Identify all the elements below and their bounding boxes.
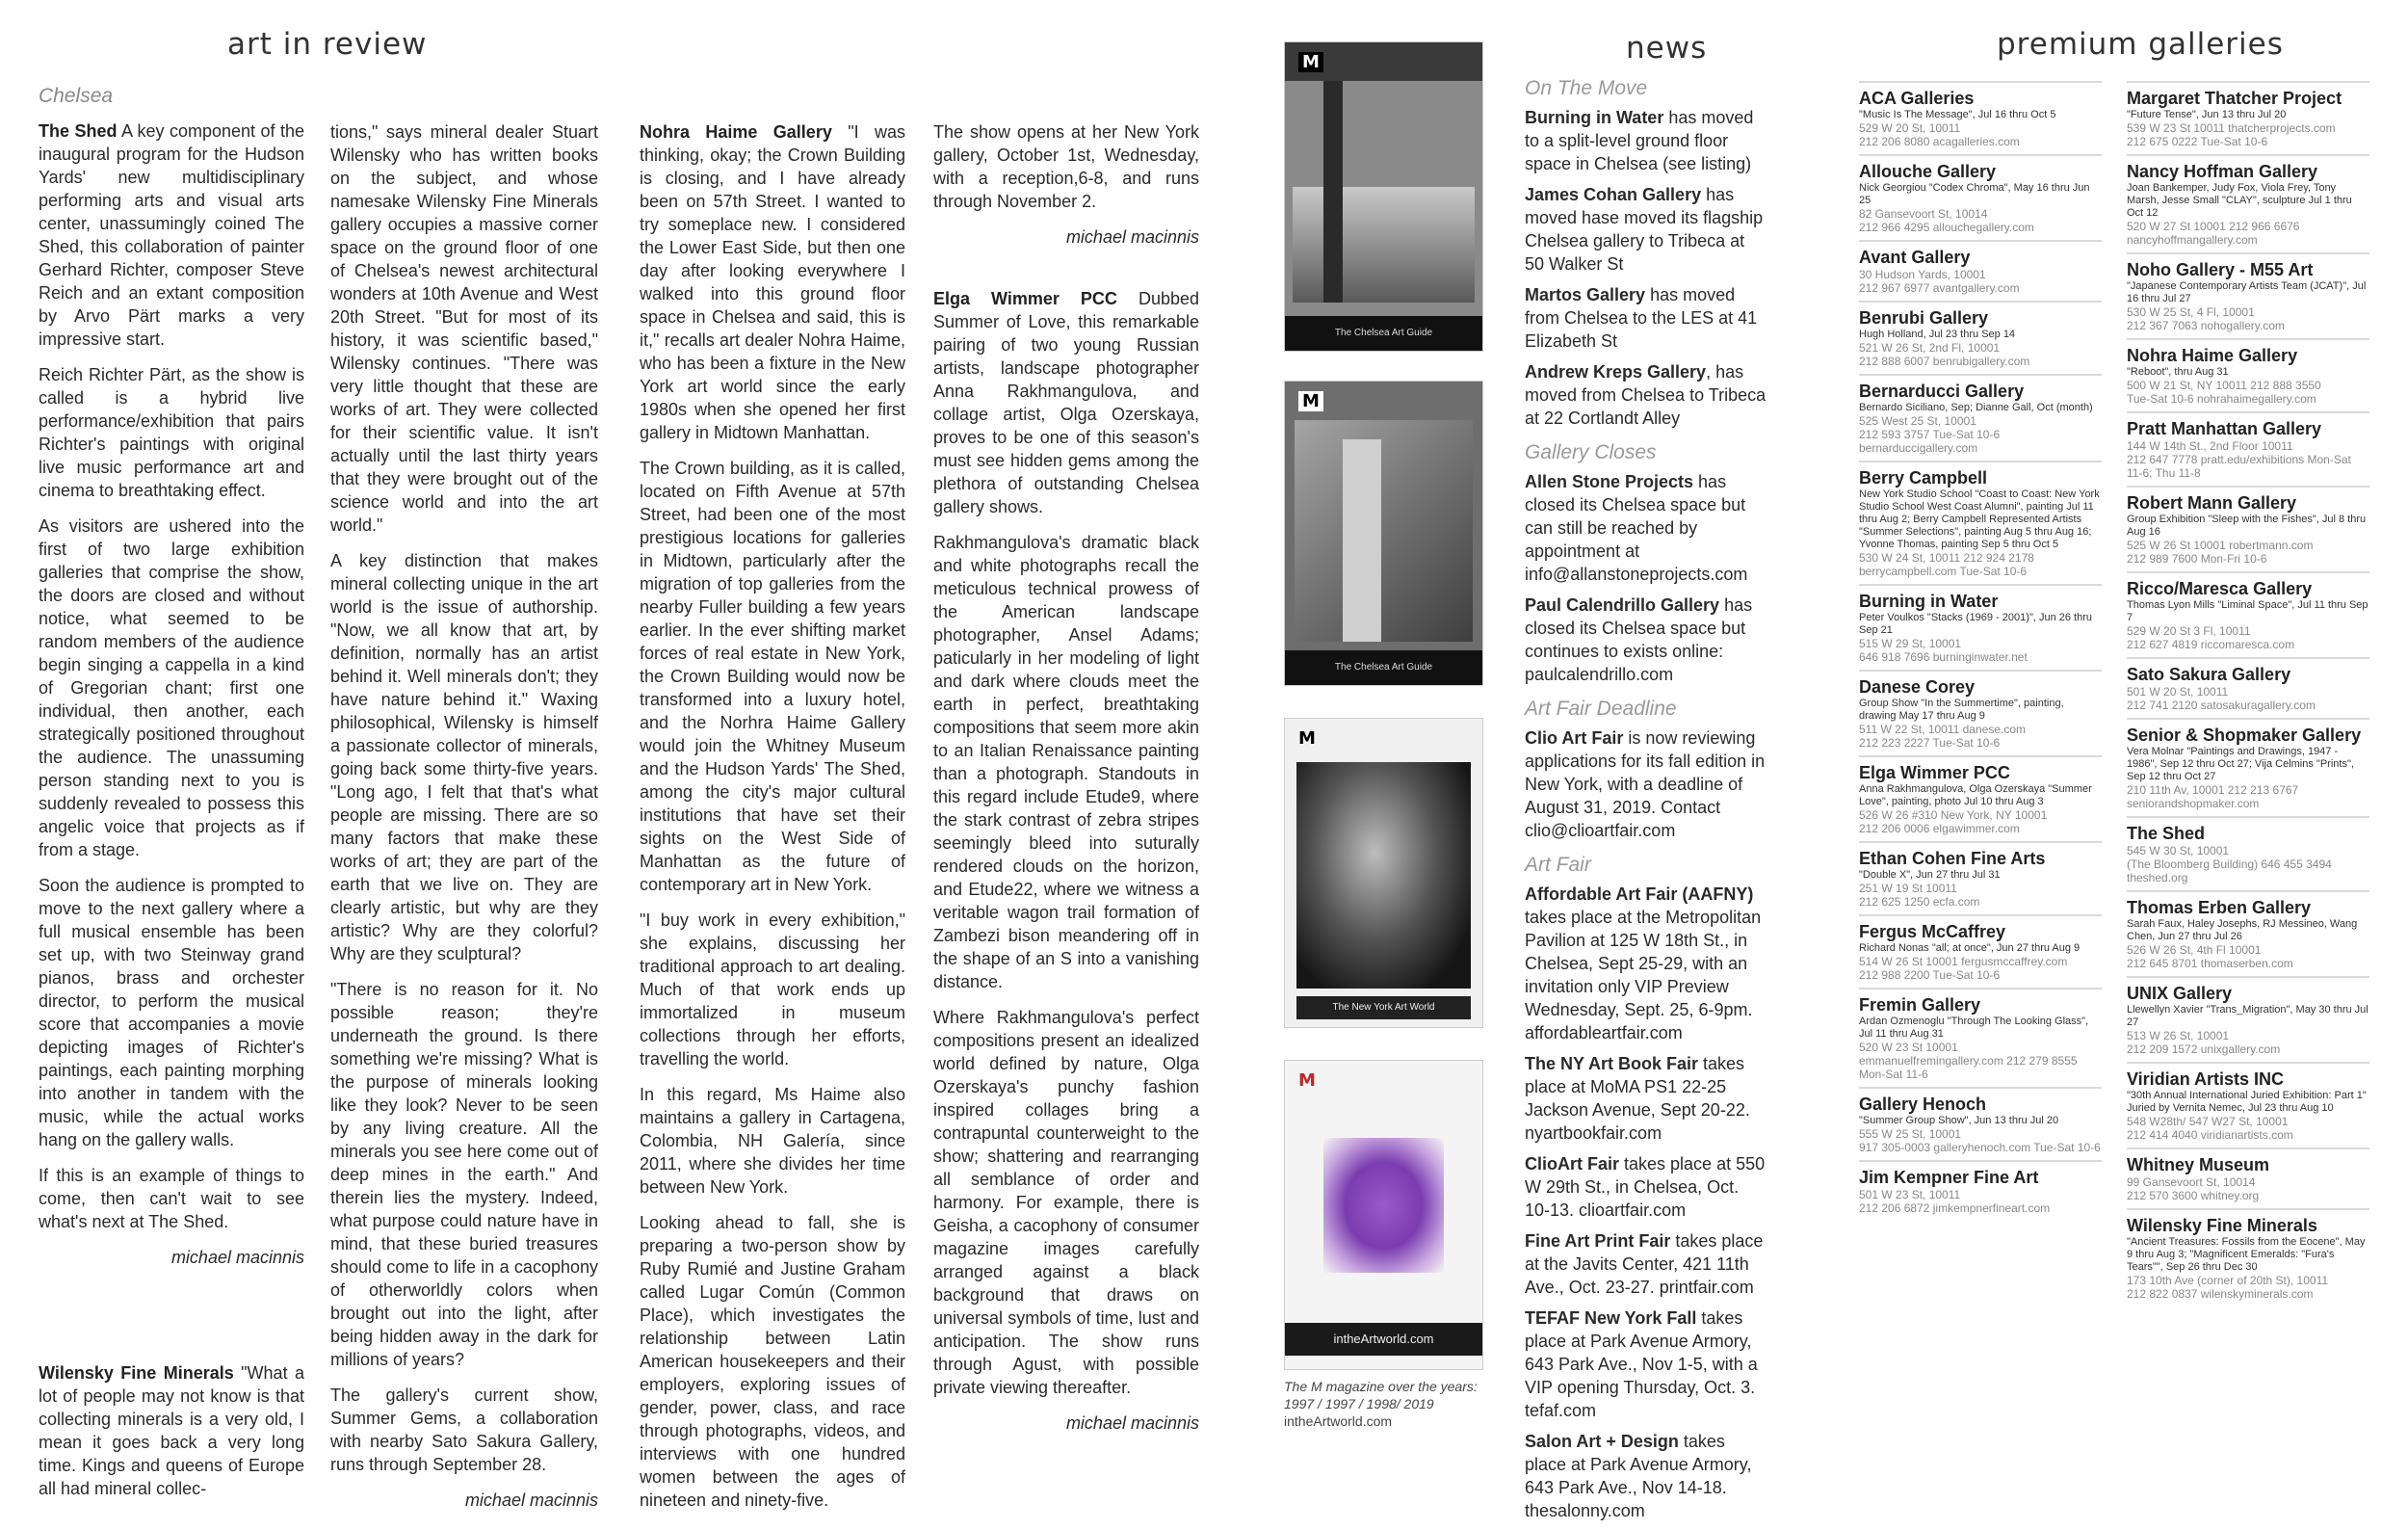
review-paragraph: tions," says mineral dealer Stuart Wilensky who has written books on the subject, and whose namesake Wilensky Fine Minerals gallery occupies a massive corner space on the ground floor of one of Chelsea's newest architectural wonders at 10th Avenue and West 20th Street. "But for most of its history, it was scientific based," Wilensky continues. "There was very little thought that these are works of art. They were collected for their scientific value. It isn't actually until the last thirty years that they were brought out of the science world and into the art world." <box>330 122 598 535</box>
review-paragraph: In this regard, Ms Haime also maintains a gallery in Cartagena, Colombia, NH Galería, since 2011, where she divides her time between New York. <box>640 1085 905 1197</box>
gallery-name: Elga Wimmer PCC <box>1859 763 2010 782</box>
gallery-listing[interactable] <box>1859 914 2102 988</box>
gallery-contact: 212 645 8701 thomaserben.com <box>2127 957 2293 970</box>
magazine-logo: M <box>1298 728 1316 749</box>
review-paragraph: As visitors are ushered into the first of two large exhibition galleries that comprise the show, the doors are closed and without notice, what seemed to be random members of the audience begin singing a cappella in a kind of Gregorian chant; first one individual, then another, each strategically positioned throughout the audience. The unassuming person standing next to you is suddenly revealed to possess this angelic voice that projects as if from a stage. <box>39 516 304 859</box>
gallery-listing[interactable] <box>2127 1208 2369 1306</box>
gallery-address: 555 W 25 St, 10001 <box>1859 1127 1962 1141</box>
magazine-cover-1997b <box>1284 381 1483 686</box>
gallery-show: Thomas Lyon Mills "Liminal Space", Jul 11 thru Sep 7 <box>2127 599 2369 623</box>
review-paragraph: Looking ahead to fall, she is preparing a two-person show by Ruby Rumié and Justine Graham called Lugar Común (Common Place), which investigates the relationship between Latin American housekeepers and their employers, exploring issues of gender, power, class, and race through photographs, videos, and interviews with one hundred women between the ages of nineteen and ninety-five. <box>640 1213 905 1510</box>
gallery-list-right <box>2127 81 2369 1306</box>
magazine-logo: M <box>1298 52 1323 72</box>
gallery-address: 173 10th Ave (corner of 20th St), 10011 <box>2127 1274 2329 1287</box>
gallery-address: 529 W 20 St 3 Fl, 10011 <box>2127 624 2251 638</box>
gallery-contact: 212 223 2227 Tue-Sat 10-6 <box>1859 736 2001 750</box>
gallery-name: Nancy Hoffman Gallery <box>2127 162 2318 181</box>
cover-title: The Chelsea Art Guide <box>1285 650 1482 685</box>
gallery-listing[interactable] <box>1859 461 2102 584</box>
gallery-show: Nick Georgiou "Codex Chroma", May 16 thru Jun 25 <box>1859 182 2090 206</box>
gallery-address: 500 W 21 St, NY 10011 212 888 3550 <box>2127 379 2321 392</box>
gallery-listing[interactable] <box>1859 301 2102 374</box>
gallery-contact: 212 988 2200 Tue-Sat 10-6 <box>1859 968 2001 982</box>
gallery-address: 515 W 29 St, 10001 <box>1859 637 1962 650</box>
gallery-list-left <box>1859 81 2102 1221</box>
gallery-name: Robert Mann Gallery <box>2127 493 2297 513</box>
news-item: Fine Art Print Fair takes place at the Javits Center, 421 11th Ave., Oct. 23-27. printfair.com <box>1525 1231 1764 1297</box>
gallery-name: Allouche Gallery <box>1859 162 1997 181</box>
gallery-name: Ethan Cohen Fine Arts <box>1859 849 2046 868</box>
gallery-address: 99 Gansevoort St, 10014 <box>2127 1175 2256 1189</box>
gallery-name: ACA Galleries <box>1859 89 1975 108</box>
gallery-contact: (The Bloomberg Building) 646 455 3494 theshed.org <box>2127 857 2332 884</box>
gallery-listing[interactable] <box>2127 252 2369 338</box>
gallery-contact: 212 206 6872 jimkempnerfineart.com <box>1859 1201 2051 1215</box>
news-item: Affordable Art Fair (AAFNY) takes place at the Metropolitan Pavilion at 125 W 18th St., in Chelsea, Sept 25-29, with an invitation only VIP Preview Wednesday, Sept. 25, 6-9pm. affordableartfair.com <box>1525 884 1762 1042</box>
gallery-contact: 212 625 1250 ecfa.com <box>1859 895 1980 909</box>
gallery-contact: 212 647 7778 pratt.edu/exhibitions Mon-Sat 11-6; Thu 11-8 <box>2127 453 2351 480</box>
review-paragraph: "I buy work in every exhibition," she explains, discussing her traditional approach to art dealing. Much of that work ends up immortalized in museum collections through her efforts, travelling the world. <box>640 910 905 1068</box>
news-item: TEFAF New York Fall takes place at Park Avenue Armory, 643 Park Ave., Nov 1-5, with a VIP opening Thursday, Oct. 3. tefaf.com <box>1525 1308 1758 1420</box>
gallery-show: "Ancient Treasures: Fossils from the Eocene", May 9 thru Aug 3; "Magnificent Emeralds: "Fura's Tears"", Sep 26 thru Dec 30 <box>2127 1236 2366 1273</box>
gallery-listing[interactable] <box>2127 571 2369 657</box>
news-item: ClioArt Fair takes place at 550 W 29th St., in Chelsea, Oct. 10-13. clioartfair.com <box>1525 1154 1766 1220</box>
gallery-name: Avant Gallery <box>1859 248 1971 267</box>
magazine-cover-1997a <box>1284 41 1483 352</box>
gallery-address: 30 Hudson Yards, 10001 <box>1859 268 1986 281</box>
gallery-contact: 917 305-0003 galleryhenoch.com Tue-Sat 10-6 <box>1859 1141 2101 1154</box>
review-paragraph: Where Rakhmangulova's perfect compositions present an idealized world defined by nature, Olga Ozerskaya's punchy fashion inspired collages bring a contrapuntal counterweight to the show; shattering and rearranging all semblance of order and harmony. For example, there is Geisha, a cacophony of consumer magazine images carefully arranged against a black background that draws on universal symbols of time, lust and anticipation. The show runs through Agust, with possible private viewing thereafter. <box>933 1008 1199 1397</box>
magazine-cover-1998 <box>1284 718 1483 1028</box>
gallery-contact: 212 209 1572 unixgallery.com <box>2127 1042 2281 1056</box>
gallery-address: 529 W 20 St, 10011 <box>1859 121 1961 135</box>
news-heading: news <box>1626 31 1708 66</box>
gallery-name: Gallery Henoch <box>1859 1095 1987 1114</box>
gallery-contact: 212 206 8080 acagalleries.com <box>1859 135 2020 148</box>
covers-caption: The M magazine over the years: 1997 / 1997 / 1998/ 2019 intheArtworld.com <box>1284 1379 1478 1429</box>
news-section-gallery-closes: Gallery Closes <box>1525 441 1657 463</box>
gallery-listing[interactable] <box>1859 670 2102 755</box>
gallery-address: 525 W 26 St 10001 robertmann.com <box>2127 539 2314 552</box>
gallery-name: Thomas Erben Gallery <box>2127 898 2312 917</box>
magazine-cover-2019 <box>1284 1060 1483 1370</box>
gallery-show: Richard Nonas "all; at once", Jun 27 thru Aug 9 <box>1859 942 2081 954</box>
gallery-name: Senior & Shopmaker Gallery <box>2127 725 2362 745</box>
news-section-art-fair: Art Fair <box>1525 854 1591 876</box>
gallery-show: Vera Molnar "Paintings and Drawings, 1947 - 1986", Sep 12 thru Oct 27; Vija Celmins "Prints", Sep 12 thru Oct 27 <box>2127 746 2354 782</box>
gallery-listing[interactable] <box>2127 718 2369 816</box>
news-column <box>1525 77 1767 1530</box>
gallery-show: Bernardo Siciliano, Sep; Dianne Gall, Oct (month) <box>1859 402 2093 413</box>
gallery-listing[interactable] <box>1859 584 2102 670</box>
gallery-show: Peter Voulkos "Stacks (1969 - 2001)", Jun 26 thru Sep 21 <box>1859 612 2092 636</box>
gallery-address: 210 11th Av, 10001 212 213 6767 <box>2127 783 2299 797</box>
gallery-contact: 212 206 0006 elgawimmer.com <box>1859 822 2020 835</box>
gallery-contact: 212 593 3757 Tue-Sat 10-6 bernarduccigallery.com <box>1859 428 2001 455</box>
gallery-listing[interactable] <box>1859 841 2102 914</box>
gallery-listing[interactable] <box>2127 657 2369 718</box>
gallery-contact: 212 822 0837 wilenskyminerals.com <box>2127 1287 2314 1301</box>
gallery-listing[interactable] <box>2127 1062 2369 1148</box>
news-section-on-the-move: On The Move <box>1525 77 1648 99</box>
gallery-address: 82 Gansevoort St, 10014 <box>1859 207 1988 221</box>
review-paragraph: The gallery's current show, Summer Gems, a collaboration with nearby Sato Sakura Gallery, runs through September 28. <box>330 1385 598 1474</box>
gallery-name: Burning in Water <box>1859 592 1999 611</box>
gallery-address: 548 W28th/ 547 W27 St, 10001 <box>2127 1115 2289 1128</box>
gallery-contact: 212 989 7600 Mon-Fri 10-6 <box>2127 552 2267 566</box>
gallery-contact: 212 570 3600 whitney.org <box>2127 1189 2260 1202</box>
news-item: James Cohan Gallery has moved hase moved its flagship Chelsea gallery to Tribeca at 50 Walker St <box>1525 185 1764 274</box>
gallery-name: Ricco/Maresca Gallery <box>2127 579 2313 598</box>
gallery-listing[interactable] <box>2127 976 2369 1062</box>
gallery-name: Margaret Thatcher Project <box>2127 89 2343 108</box>
gallery-listing[interactable] <box>2127 81 2369 154</box>
gallery-show: "Future Tense", Jun 13 thru Jul 20 <box>2127 109 2287 120</box>
gallery-show: "Reboot", thru Aug 31 <box>2127 366 2229 378</box>
gallery-listing[interactable] <box>2127 338 2369 411</box>
author-signature: michael macinnis <box>1065 1413 1199 1433</box>
gallery-name: Viridian Artists INC <box>2127 1069 2285 1089</box>
gallery-listing[interactable] <box>1859 1160 2102 1221</box>
gallery-address: 530 W 24 St, 10011 212 924 2178 <box>1859 551 2034 565</box>
magazine-logo: M <box>1298 391 1323 411</box>
gallery-listing[interactable] <box>1859 240 2102 301</box>
premium-galleries-heading: premium galleries <box>1997 27 2284 62</box>
gallery-address: 520 W 27 St 10001 212 966 6676 <box>2127 220 2300 233</box>
gallery-show: "30th Annual International Juried Exhibition: Part 1" Juried by Vernita Nemec, Jul 23 thru Aug 10 <box>2127 1090 2367 1114</box>
gallery-contact: seniorandshopmaker.com <box>2127 797 2260 810</box>
gallery-show: "Japanese Contemporary Artists Team (JCAT)", Jul 16 thru Jul 27 <box>2127 280 2367 304</box>
gallery-show: Joan Bankemper, Judy Fox, Viola Frey, Tony Marsh, Jesse Small "CLAY", sculpture Jul 1 thru Oct 12 <box>2127 182 2352 219</box>
gallery-show: Llewellyn Xavier "Trans_Migration", May 30 thru Jul 27 <box>2127 1004 2369 1028</box>
gallery-name: Benrubi Gallery <box>1859 308 1989 328</box>
review-elga-intro: Elga Wimmer PCC Dubbed Summer of Love, this remarkable pairing of two young Russian artists, landscape photographer Anna Rakhmangulova, and collage artist, Olga Ozerskaya, proves to be one of this season's must see hidden gems among the plethora of outstanding Chelsea gallery shows. <box>933 289 1199 516</box>
gallery-listing[interactable] <box>2127 816 2369 890</box>
gallery-address: 526 W 26 #310 New York, NY 10001 <box>1859 808 2048 822</box>
review-column-2 <box>330 120 598 1525</box>
review-column-1 <box>39 85 304 1513</box>
gallery-name: Noho Gallery - M55 Art <box>2127 260 2314 279</box>
gallery-listing[interactable] <box>1859 374 2102 461</box>
magazine-logo: M <box>1298 1070 1316 1091</box>
author-signature: michael macinnis <box>170 1248 304 1267</box>
gallery-name: Whitney Museum <box>2127 1155 2270 1174</box>
art-in-review-heading: art in review <box>227 27 428 62</box>
gallery-listing[interactable] <box>1859 1087 2102 1160</box>
gallery-contact: Tue-Sat 10-6 nohrahaimegallery.com <box>2127 392 2316 406</box>
news-item: Burning in Water has moved to a split-level ground floor space in Chelsea (see listing) <box>1525 108 1754 173</box>
cover-title: The Chelsea Art Guide <box>1285 316 1482 351</box>
gallery-contact: 212 675 0222 Tue-Sat 10-6 <box>2127 135 2268 148</box>
review-paragraph: The show opens at her New York gallery, October 1st, Wednesday, with a reception,6-8, and runs through November 2. <box>933 122 1199 211</box>
review-shed-intro: The Shed A key component of the inaugural program for the Hudson Yards' new multidisciplinary performing arts and visual arts center, unassumingly coined The Shed, this collaboration of painter Gerhard Richter, composer Steve Reich and an extant composition by Arvo Pärt marks a very impressive start. <box>39 121 304 349</box>
gallery-name: Nohra Haime Gallery <box>2127 346 2298 365</box>
news-item: Andrew Kreps Gallery, has moved from Chelsea to Tribeca at 22 Cortlandt Alley <box>1525 362 1767 428</box>
gallery-name: The Shed <box>2127 824 2206 843</box>
gallery-address: 514 W 26 St 10001 fergusmccaffrey.com <box>1859 955 2068 968</box>
news-item: Paul Calendrillo Gallery has closed its Chelsea space but continues to exists online: paulcalendrillo.com <box>1525 595 1753 684</box>
gallery-listing[interactable] <box>2127 1148 2369 1208</box>
gallery-address: 539 W 23 St 10011 thatcherprojects.com <box>2127 121 2336 135</box>
gallery-listing[interactable] <box>1859 81 2102 154</box>
gallery-contact: 212 967 6977 avantgallery.com <box>1859 281 2020 295</box>
gallery-contact: 212 367 7063 nohogallery.com <box>2127 319 2285 332</box>
review-paragraph: The Crown building, as it is called, located on Fifth Avenue at 57th Street, had been one of the most prestigious locations for galleries in Midtown, particularly after the migration of top galleries from the nearby Fuller building a few years earlier. In the ever shifting market forces of real estate in New York, the Crown Building would now be transformed into a luxury hotel, and the Norhra Haime Gallery would join the Whitney Museum and the Hudson Yards' The Shed, among the city's major cultural institutions that have set their sights on the West Side of Manhattan as the future of contemporary art in New York. <box>640 459 905 894</box>
gallery-name: Jim Kempner Fine Art <box>1859 1168 2039 1187</box>
gallery-show: "Music Is The Message", Jul 16 thru Oct 5 <box>1859 109 2056 120</box>
gallery-address: 521 W 26 St, 2nd Fl, 10001 <box>1859 341 2001 355</box>
gallery-name: Fremin Gallery <box>1859 995 1981 1015</box>
gallery-contact: emmanuelfremingallery.com 212 279 8555 Mon-Sat 11-6 <box>1859 1054 2078 1081</box>
news-item: Martos Gallery has moved from Chelsea to the LES at 41 Elizabeth St <box>1525 285 1758 351</box>
gallery-show: Anna Rakhmangulova, Olga Ozerskaya "Summer Love", painting, photo Jul 10 thru Aug 3 <box>1859 783 2092 807</box>
news-item: Allen Stone Projects has closed its Chelsea space but can still be reached by appointment at info@allanstoneprojects.com <box>1525 472 1748 584</box>
gallery-address: 520 W 23 St 10001 <box>1859 1041 1958 1054</box>
news-item: Clio Art Fair is now reviewing applications for its fall edition in New York, with a deadline of August 31, 2019. Contact clio@clioartfair.com <box>1525 728 1766 840</box>
gallery-name: Fergus McCaffrey <box>1859 922 2006 941</box>
author-signature: michael macinnis <box>1065 227 1199 247</box>
gallery-listing[interactable] <box>2127 486 2369 571</box>
gallery-show: New York Studio School "Coast to Coast: New York Studio School West Coast Alumni", painting Jul 11 thru Aug 2; Berry Campbell Represented Artists "Summer Selections", painting Aug 5 thru Aug 16; Yvonne Thomas, painting Sep 5 thru Oct 5 <box>1859 488 2100 550</box>
gallery-contact: 212 966 4295 allouchegallery.com <box>1859 221 2034 234</box>
review-wilensky-intro: Wilensky Fine Minerals "What a lot of people may not know is that collecting minerals is a very old, I mean it goes back a very long time. Kings and queens of Europe all had mineral collec- <box>39 1363 304 1498</box>
gallery-address: 511 W 22 St, 10011 danese.com <box>1859 723 2026 736</box>
gallery-show: Group Show "In the Summertime", painting, drawing May 17 thru Aug 9 <box>1859 698 2064 722</box>
gallery-name: Danese Corey <box>1859 677 1976 697</box>
gallery-name: Bernarducci Gallery <box>1859 382 2025 401</box>
gallery-contact: berrycampbell.com Tue-Sat 10-6 <box>1859 565 2028 578</box>
gallery-listing[interactable] <box>2127 890 2369 976</box>
gallery-contact: nancyhoffmangallery.com <box>2127 233 2258 247</box>
gallery-listing[interactable] <box>2127 411 2369 486</box>
news-section-art-fair-deadline: Art Fair Deadline <box>1525 698 1677 720</box>
gallery-name: Sato Sakura Gallery <box>2127 665 2291 684</box>
gallery-address: 525 West 25 St, 10001 <box>1859 414 1976 428</box>
author-signature: michael macinnis <box>464 1490 598 1510</box>
gallery-name: UNIX Gallery <box>2127 984 2233 1003</box>
gallery-address: 526 W 26 St, 4th Fl 10001 <box>2127 943 2262 957</box>
review-column-4 <box>933 120 1199 1448</box>
gallery-show: "Summer Group Show", Jun 13 thru Jul 20 <box>1859 1115 2059 1126</box>
cover-title: intheArtworld.com <box>1285 1323 1482 1356</box>
gallery-show: Ardan Ozmenoglu "Through The Looking Glass", Jul 11 thru Aug 31 <box>1859 1016 2089 1040</box>
news-item: The NY Art Book Fair takes place at MoMA PS1 22-25 Jackson Avenue, Sept 20-22. nyartbookfair.com <box>1525 1054 1750 1143</box>
gallery-name: Berry Campbell <box>1859 468 1988 488</box>
gallery-address: 144 W 14th St., 2nd Floor 10011 <box>2127 439 2293 453</box>
review-paragraph: Soon the audience is prompted to move to the next gallery where a full musical ensemble has been set up, with two Steinway grand pianos, brass and orchester director, to perform the musical score that accompanies a movie depicting images of Richter's paintings, each painting morphing into another in tandem with the music, while the actual works hang on the gallery walls. <box>39 876 304 1149</box>
gallery-show: Hugh Holland, Jul 23 thru Sep 14 <box>1859 329 2016 340</box>
gallery-address: 545 W 30 St, 10001 <box>2127 844 2230 857</box>
gallery-show: Group Exhibition "Sleep with the Fishes", Jul 8 thru Aug 16 <box>2127 514 2367 538</box>
gallery-name: Wilensky Fine Minerals <box>2127 1216 2317 1235</box>
gallery-show: "Double X", Jun 27 thru Jul 31 <box>1859 869 2001 881</box>
gallery-contact: 212 627 4819 riccomaresca.com <box>2127 638 2295 651</box>
gallery-listing[interactable] <box>1859 988 2102 1087</box>
cover-title: The New York Art World <box>1296 996 1471 1019</box>
gallery-listing[interactable] <box>2127 154 2369 252</box>
gallery-address: 501 W 23 St, 10011 <box>1859 1188 1961 1201</box>
gallery-contact: 212 414 4040 viridianartists.com <box>2127 1128 2293 1142</box>
gallery-address: 501 W 20 St, 10011 <box>2127 685 2229 699</box>
gallery-listing[interactable] <box>1859 154 2102 240</box>
gallery-address: 513 W 26 St, 10001 <box>2127 1029 2230 1042</box>
gallery-name: Pratt Manhattan Gallery <box>2127 419 2322 438</box>
review-paragraph: A key distinction that makes mineral collecting unique in the art world is the issue of authorship. "Now, we all know that art, by definition, normally has an artist behind it. Well minerals don't; they have nature behind it." Waxing philosophical, Wilensky is himself a passionate collector of minerals, going back some thirty-five years. "Long ago, I felt that that's what people are missing. There are so many factors that make these works of art; they are part of the earth that we live on. They are clearly artistic, but why are they artistic? Why are they colorful? Why are they sculptural? <box>330 551 598 963</box>
review-paragraph: If this is an example of things to come, then can't wait to see what's next at The Shed. <box>39 1166 304 1231</box>
review-nohra-intro: Nohra Haime Gallery "I was thinking, okay; the Crown Building is closing, and I have already been on 57th Street. I wanted to try someplace new. I considered the Lower East Side, but then one day after looking everywhere I walked into this ground floor space in Chelsea and said, this is it," recalls art dealer Nohra Haime, who has been a fixture in the New York art world since the early 1980s when she opened her first gallery in Midtown Manhattan. <box>640 122 906 442</box>
gallery-address: 530 W 25 St, 4 Fl, 10001 <box>2127 305 2255 319</box>
review-paragraph: Reich Richter Pärt, as the show is called is a hybrid live performance/exhibition that pairs Richter's paintings with original live music performance art and cinema to breathtaking effect. <box>39 365 304 500</box>
gallery-contact: 212 888 6007 benrubigallery.com <box>1859 355 2030 368</box>
news-item: Salon Art + Design takes place at Park Avenue Armory, 643 Park Ave., Nov 14-18. thesalonny.com <box>1525 1432 1752 1520</box>
gallery-listing[interactable] <box>1859 755 2102 841</box>
gallery-contact: 646 918 7696 burninginwater.net <box>1859 650 2028 664</box>
section-chelsea: Chelsea <box>39 85 114 107</box>
review-paragraph: Rakhmangulova's dramatic black and white photographs recall the meticulous technical prowess of the American landscape photographer, Ansel Adams; paticularly in her modeling of light and dark where clouds meet the earth in perfect, breathtaking compositions that seem more akin to an Italian Renaissance painting than a photograph. Standouts in this regard include Etude9, where the stark contrast of zebra stripes seemingly bleed into suturally rendered clouds on the horizon, and Etude22, where we witness a veritable wagon trail formation of Zambezi bison meandering off in the shape of an S into a vanishing distance. <box>933 533 1199 991</box>
gallery-show: Sarah Faux, Haley Josephs, RJ Messineo, Wang Chen, Jun 27 thru Jul 26 <box>2127 918 2358 942</box>
review-paragraph: "There is no reason for it. No possible reason; they're underneath the ground. Is there something we're missing? What is the purpose of minerals looking like they look? Never to be seen by any living creature. All the minerals you see here come out of deep mines in the earth." And therein lies the mystery. Indeed, what purpose could nature have in mind, that these buried treasures should come to life in a cacophony of otherworldly colors when brought out into the light, after being hidden away in the dark for millions of years? <box>330 980 598 1369</box>
gallery-address: 251 W 19 St 10011 <box>1859 882 1957 895</box>
gallery-contact: 212 741 2120 satosakuragallery.com <box>2127 699 2316 712</box>
review-column-3 <box>640 120 905 1524</box>
